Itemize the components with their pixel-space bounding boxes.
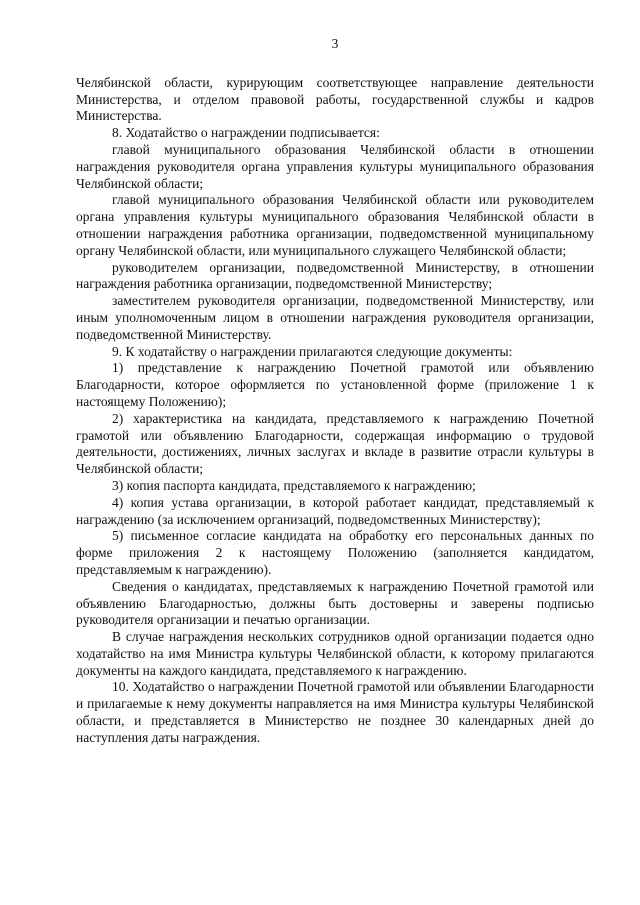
- paragraph: 2) характеристика на кандидата, представляемого к награждению Почетной грамотой или объявлению Благодарности, содержащая информацию о трудовой деятельности, достижениях, личных заслугах и вкладе в развитие отрасли культуры в Челябинской области;: [76, 410, 594, 477]
- paragraph: 4) копия устава организации, в которой работает кандидат, представляемый к награждению (за исключением организаций, подведомственных Министерству);: [76, 494, 594, 527]
- paragraph: 8. Ходатайство о награждении подписывается:: [112, 125, 380, 141]
- paragraph: 10. Ходатайство о награждении Почетной грамотой или объявлении Благодарности и прилагаемые к нему документы направляется на имя Министра культуры Челябинской области, и представляется в Министерство не позднее 30 календарных дней до наступления даты награждения.: [76, 679, 594, 745]
- paragraph: заместителем руководителя организации, подведомственной Министерству, или иным уполномоченным лицом в отношении награждения руководителя организации, подведомственной Министерству.: [76, 293, 594, 342]
- paragraph: главой муниципального образования Челябинской области или руководителем органа управления культуры муниципального образования Челябинской области в отношении награждения работника организации, подведомственной муниципальному органу Челябинской области, или муниципального служащего Челябинской области;: [76, 192, 594, 258]
- paragraph: главой муниципального образования Челябинской области в отношении награждения руководителя органа управления культуры муниципального образования Челябинской области;: [76, 141, 594, 191]
- paragraph: руководителем организации, подведомственной Министерству, в отношении награждения работника организации, подведомственной Министерству;: [76, 259, 594, 292]
- paragraph: 1) представление к награждению Почетной грамотой или объявлению Благодарности, которое оформляется по установленной форме (приложение 1 к настоящему Положению);: [76, 360, 594, 409]
- paragraph: 5) письменное согласие кандидата на обработку его персональных данных по форме приложения 2 к настоящему Положению (заполняется кандидатом, представляемым к награждению).: [76, 528, 594, 577]
- paragraph: 3) копия паспорта кандидата, представляемого к награждению;: [112, 477, 476, 493]
- page-number: 3: [331, 36, 339, 51]
- paragraph: 9. К ходатайству о награждении прилагаются следующие документы:: [112, 343, 513, 359]
- paragraph: Челябинской области, курирующим соответствующее направление деятельности Министерства, и отделом правовой работы, государственной службы и кадров Министерства.: [76, 74, 594, 124]
- paragraph: Сведения о кандидатах, представляемых к награждению Почетной грамотой или объявлению Благодарностью, должны быть достоверны и заверены подписью руководителя организации и печатью организации.: [76, 578, 594, 628]
- document-body: [76, 75, 594, 747]
- paragraph: В случае награждения нескольких сотрудников одной организации подается одно ходатайство на имя Министра культуры Челябинской области, к которому прилагаются документы на каждого кандидата, представляемого к награждению.: [76, 629, 594, 678]
